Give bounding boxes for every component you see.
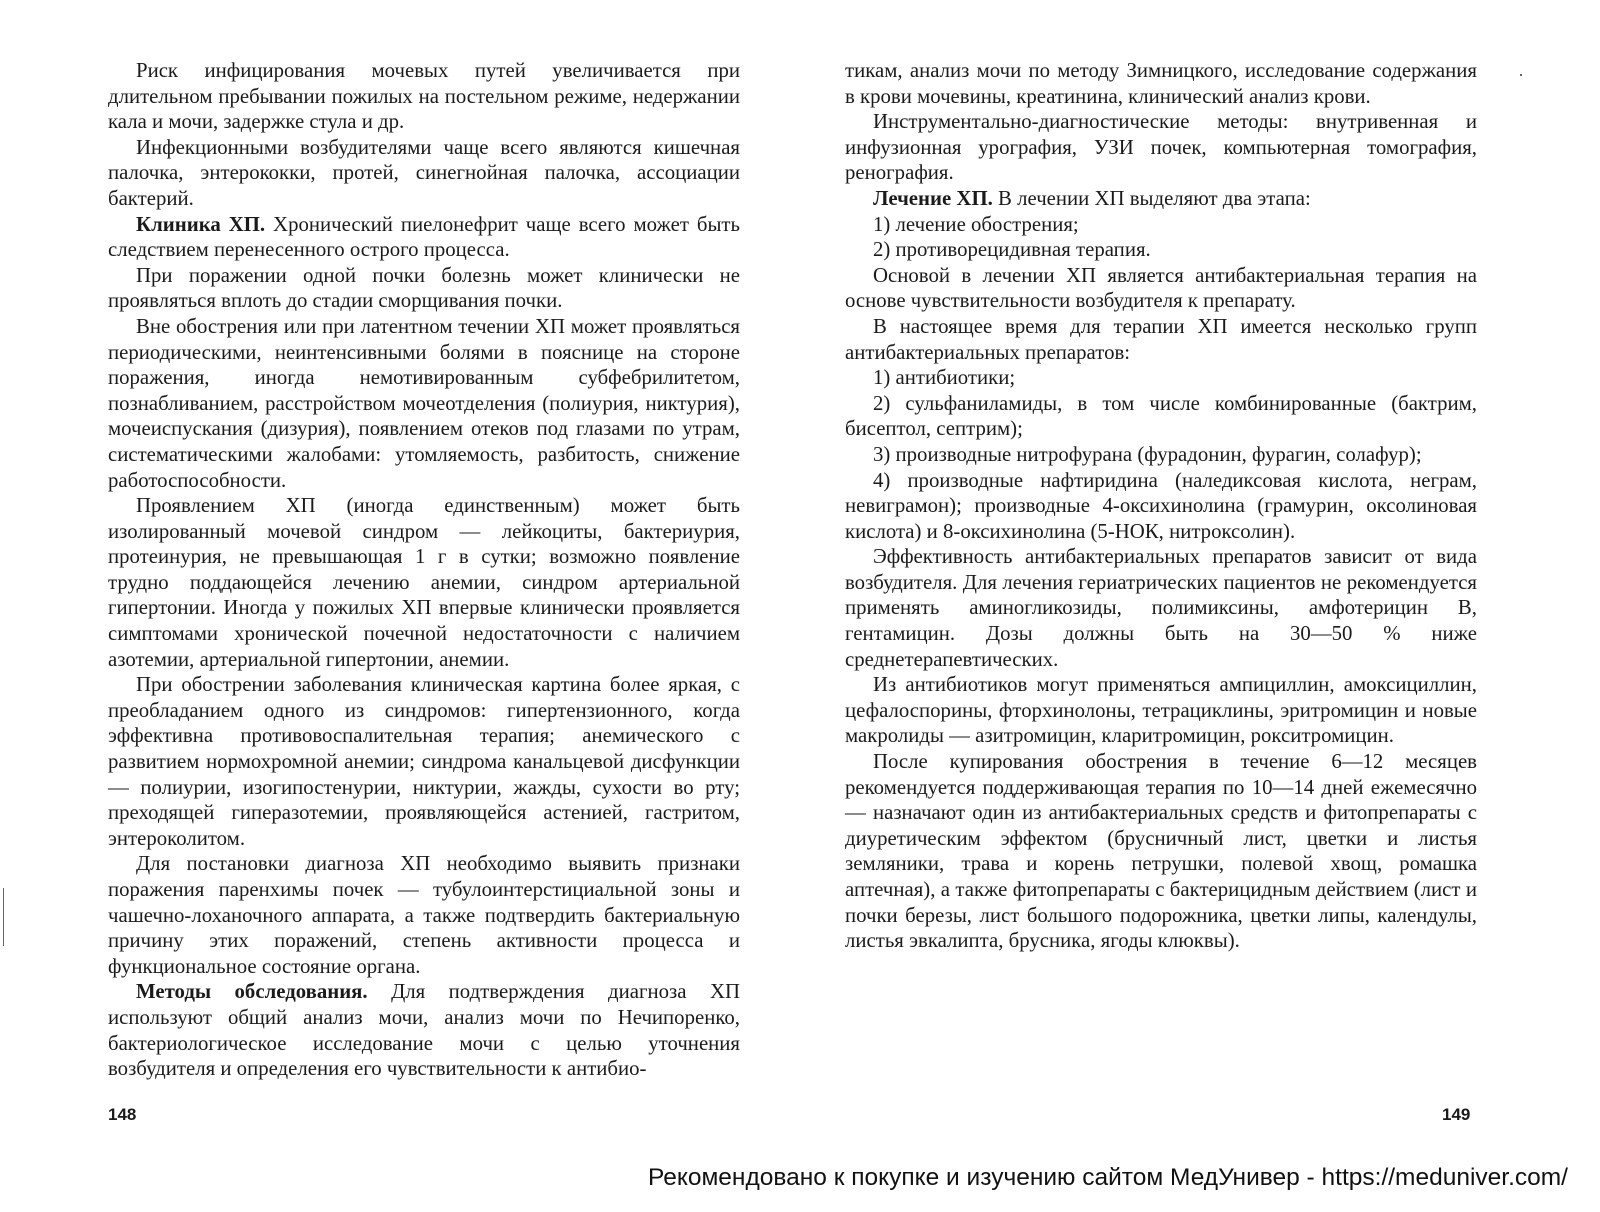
paragraph: Эффективность антибактериальных препаратов зависит от вида возбудителя. Для лечения гериатрических пациентов не рекомендуется применять аминогликозиды, полимиксины, амфотерицин В, гентамицин. Дозы должны быть на 30—50 % ниже среднетерапевтических. bbox=[845, 545, 1477, 671]
right-page bbox=[845, 58, 1477, 954]
scan-edge-mark bbox=[3, 888, 4, 946]
paragraph: Инструментально-диагностические методы: внутривенная и инфузионная урография, УЗИ почек, компьютерная томография, ренография. bbox=[845, 110, 1477, 185]
list-item: 2) противорецидивная терапия. bbox=[873, 238, 1151, 262]
list-item: 2) сульфаниламиды, в том числе комбинированные (бактрим, бисептол, септрим); bbox=[845, 391, 1477, 441]
paragraph: При обострении заболевания клиническая картина более яркая, с преобладанием одного из синдромов: гипертензионного, когда эффективна противовоспалительная терапия; анемического с развитием нормохромной анемии; синдрома канальцевой дисфункции — полиурии, изогипостенурии, никтурии, жажды, сухости во рту; преходящей гиперазотемии, проявляющейся астенией, гастритом, энтероколитом. bbox=[108, 673, 740, 850]
list-item: 3) производные нитрофурана (фурадонин, фурагин, солафур); bbox=[873, 442, 1422, 466]
left-page bbox=[108, 58, 740, 1082]
list-item: 4) производные нафтиридина (наледиксовая кислота, неграм, невиграмон); производные 4-оксихинолина (грамурин, оксолиновая кислота) и 8-оксихинолина (5-НОК, нитроксолин). bbox=[845, 468, 1477, 543]
paragraph: тикам, анализ мочи по методу Зимницкого, исследование содержания в крови мочевины, креатинина, клинический анализ крови. bbox=[845, 59, 1477, 108]
list-item: 1) антибиотики; bbox=[873, 366, 1016, 390]
section-heading: Лечение ХП. bbox=[873, 186, 993, 210]
paragraph: После купирования обострения в течение 6—12 месяцев рекомендуется поддерживающая терапия по 10—14 дней ежемесячно — назначают один из антибактериальных средств и фитопрепараты с диуретическим эффектом (брусничный лист, цветки и листья земляники, трава и корень петрушки, полевой хвощ, ромашка аптечная), а также фитопрепараты с бактерицидным действием (лист и почки березы, лист большого подорожника, цветки липы, календулы, листья эвкалипта, брусника, ягоды клюквы). bbox=[845, 750, 1477, 953]
page-number-right: 149 bbox=[1442, 1105, 1471, 1124]
paragraph bbox=[108, 212, 740, 263]
paragraph: Вне обострения или при латентном течении ХП может проявляться периодическими, неинтенсивными болями в пояснице на стороне поражения, иногда немотивированным субфебрилитетом, познабливанием, расстройством мочеотделения (полиурия, никтурия), мочеиспускания (дизурия), появлением отеков под глазами по утрам, систематическими жалобами: утомляемость, разбитость, снижение работоспособности. bbox=[108, 314, 740, 492]
paragraph-body: В лечении ХП выделяют два этапа: bbox=[992, 186, 1311, 210]
paragraph-body: Для подтверждения диагноза ХП используют общий анализ мочи, анализ мочи по Нечипоренко, бактериологическое исследование мочи с целью уточнения возбудителя и определения его чувствительности к антибио- bbox=[108, 980, 740, 1081]
paragraph: Для постановки диагноза ХП необходимо выявить признаки поражения паренхимы почек — тубулоинтерстициальной зоны и чашечно-лоханочного аппарата, а также подтвердить бактериальную причину этих поражений, степень активности процесса и функциональное состояние органа. bbox=[108, 852, 740, 978]
page-number-left: 148 bbox=[108, 1105, 137, 1124]
paragraph: Из антибиотиков могут применяться ампициллин, амоксициллин, цефалоспорины, фторхинолоны, тетрациклины, эритромицин и новые макролиды — азитромицин, кларитромицин, рокситромицин. bbox=[845, 673, 1477, 748]
scan-dust-mark bbox=[1520, 74, 1522, 76]
paragraph: В настоящее время для терапии ХП имеется несколько групп антибактериальных препаратов: bbox=[845, 314, 1477, 364]
section-heading: Методы обследования. bbox=[136, 980, 368, 1004]
paragraph bbox=[845, 186, 1477, 212]
section-heading: Клиника ХП. bbox=[136, 212, 266, 236]
paragraph-body: Хронический пиелонефрит чаще всего может быть следствием перенесенного острого процесса. bbox=[108, 212, 740, 262]
paragraph: Риск инфицирования мочевых путей увеличивается при длительном пребывании пожилых на постельном режиме, недержании кала и мочи, задержке стула и др. bbox=[108, 59, 740, 134]
paragraph bbox=[108, 979, 740, 1081]
paragraph: Основой в лечении ХП является антибактериальная терапия на основе чувствительности возбудителя к препарату. bbox=[845, 263, 1477, 313]
paragraph: Проявлением ХП (иногда единственным) может быть изолированный мочевой синдром — лейкоциты, бактериурия, протеинурия, не превышающая 1 г в сутки; возможно появление трудно поддающейся лечению анемии, синдром артериальной гипертонии. Иногда у пожилых ХП впервые клинически проявляется симптомами хронической почечной недостаточности с наличием азотемии, артериальной гипертонии, анемии. bbox=[108, 494, 740, 671]
list-item: 1) лечение обострения; bbox=[873, 212, 1079, 236]
watermark-footer: Рекомендовано к покупке и изучению сайтом МедУнивер - https://meduniver.com/ bbox=[647, 1164, 1568, 1191]
paragraph: Инфекционными возбудителями чаще всего являются кишечная палочка, энтерококки, протей, синегнойная палочка, ассоциации бактерий. bbox=[108, 135, 740, 210]
paragraph: При поражении одной почки болезнь может клинически не проявляться вплоть до стадии сморщивания почки. bbox=[108, 263, 740, 313]
